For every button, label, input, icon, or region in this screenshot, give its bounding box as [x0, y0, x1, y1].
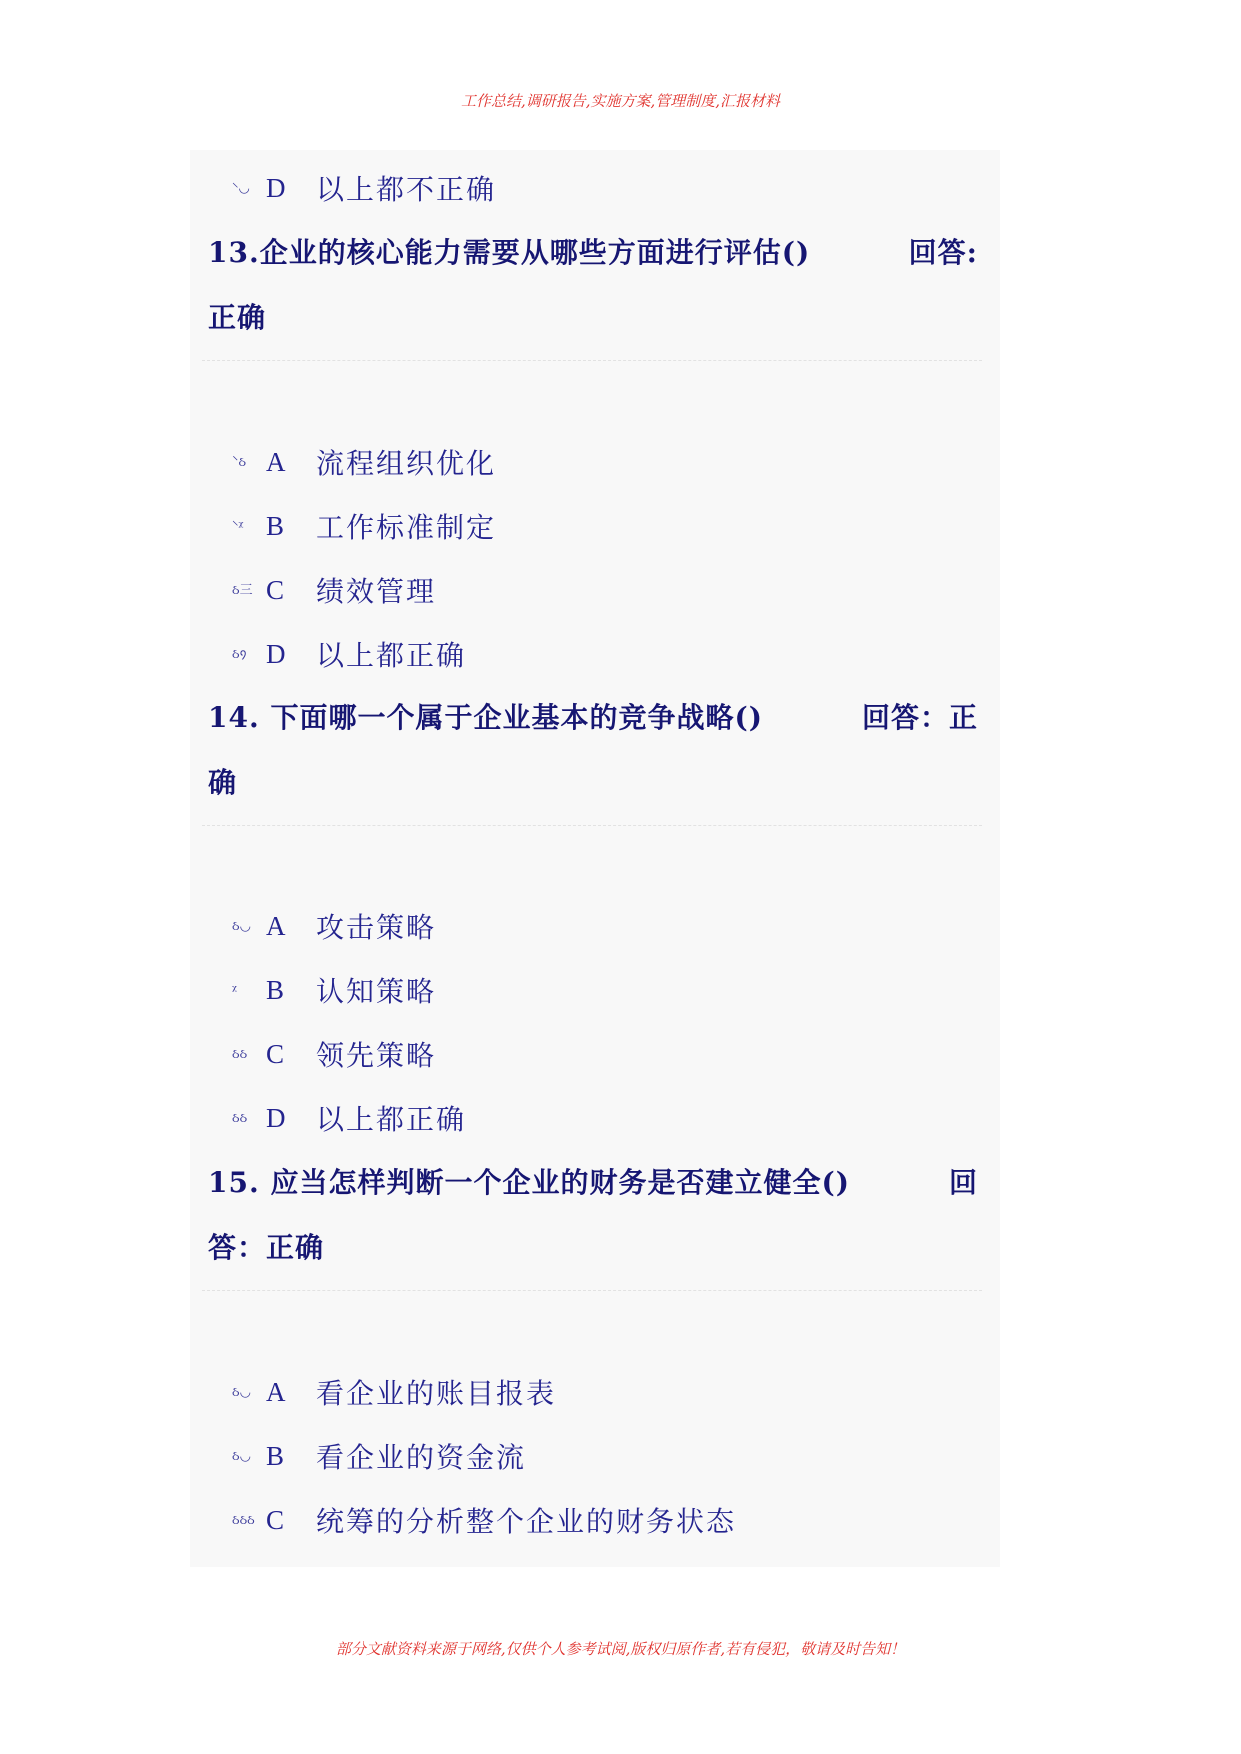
radio-icon[interactable]: ઠ三 [232, 582, 253, 598]
option-text: 统筹的分析整个企业的财务状态 [316, 1505, 737, 1538]
question-15-answer [208, 1215, 978, 1280]
option-text: 攻击策略 [316, 911, 437, 944]
option-15-a[interactable] [232, 1372, 556, 1412]
option-14-c[interactable] [232, 1034, 436, 1074]
option-prev-d[interactable] [232, 168, 496, 208]
option-text: 以上都不正确 [316, 173, 497, 206]
answer-status: 正确 [208, 301, 267, 334]
radio-icon[interactable]: ઠઠ [232, 1110, 248, 1126]
option-14-d[interactable] [232, 1098, 466, 1138]
question-title: 14. 下面哪一个属于企业基本的竞争战略() [208, 701, 763, 734]
radio-icon[interactable]: ઠ◡ [232, 1384, 251, 1400]
answer-status: 答：正确 [208, 1231, 325, 1264]
option-15-b[interactable] [232, 1436, 526, 1476]
radio-icon[interactable]: ᵡ [232, 982, 237, 998]
option-letter: A [266, 910, 288, 941]
question-14 [208, 685, 978, 750]
radio-icon[interactable]: ઠઠઠ [232, 1512, 255, 1528]
option-text: 以上都正确 [316, 639, 467, 672]
divider [202, 1290, 982, 1291]
option-text: 流程组织优化 [316, 447, 497, 480]
page-footer: 部分文献资料来源于网络,仅供个人参考试阅,版权归原作者,若有侵犯，敬请及时告知！ [335, 1640, 906, 1658]
divider [202, 360, 982, 361]
option-13-c[interactable] [232, 570, 436, 610]
question-title: 13.企业的核心能力需要从哪些方面进行评估() [208, 236, 811, 269]
option-13-d[interactable] [232, 634, 466, 674]
question-15 [208, 1150, 978, 1215]
option-letter: B [266, 510, 287, 541]
radio-icon[interactable]: ઠ◡ [232, 918, 251, 934]
answer-label: 回答: [908, 236, 978, 269]
radio-icon[interactable]: ⸌ઠ [232, 454, 247, 470]
option-letter: B [266, 1440, 287, 1471]
option-letter: B [266, 974, 287, 1005]
option-15-c[interactable] [232, 1500, 736, 1540]
option-letter: D [266, 172, 288, 203]
option-letter: A [266, 446, 288, 477]
divider [202, 825, 982, 826]
option-text: 领先策略 [316, 1039, 437, 1072]
question-title: 15. 应当怎样判断一个企业的财务是否建立健全() [208, 1166, 850, 1199]
radio-icon[interactable]: ⸌◡ [232, 180, 250, 196]
option-letter: C [266, 574, 287, 605]
option-text: 工作标准制定 [316, 511, 497, 544]
question-14-answer [208, 750, 978, 815]
option-text: 认知策略 [316, 975, 437, 1008]
page-header: 工作总结,调研报告,实施方案,管理制度,汇报材料 [460, 92, 781, 110]
option-letter: C [266, 1038, 287, 1069]
option-letter: C [266, 1504, 287, 1535]
content-panel [190, 150, 1000, 1567]
option-text: 绩效管理 [316, 575, 437, 608]
answer-label: 回 [948, 1166, 978, 1199]
option-14-a[interactable] [232, 906, 436, 946]
option-13-b[interactable] [232, 506, 496, 546]
radio-icon[interactable]: ઠ᠀ [232, 646, 247, 662]
option-letter: A [266, 1376, 288, 1407]
option-13-a[interactable] [232, 442, 496, 482]
radio-icon[interactable]: ઠ◡ [232, 1448, 251, 1464]
radio-icon[interactable]: ઠઠ [232, 1046, 248, 1062]
radio-icon[interactable]: ⸌ᵡ [232, 518, 244, 534]
answer-status: 确 [208, 766, 238, 799]
answer-label: 回答：正 [861, 701, 978, 734]
option-letter: D [266, 1102, 288, 1133]
option-text: 看企业的账目报表 [316, 1377, 557, 1410]
option-text: 以上都正确 [316, 1103, 467, 1136]
question-13-answer [208, 285, 978, 350]
question-13 [208, 220, 978, 285]
option-letter: D [266, 638, 288, 669]
option-14-b[interactable] [232, 970, 436, 1010]
option-text: 看企业的资金流 [316, 1441, 527, 1474]
